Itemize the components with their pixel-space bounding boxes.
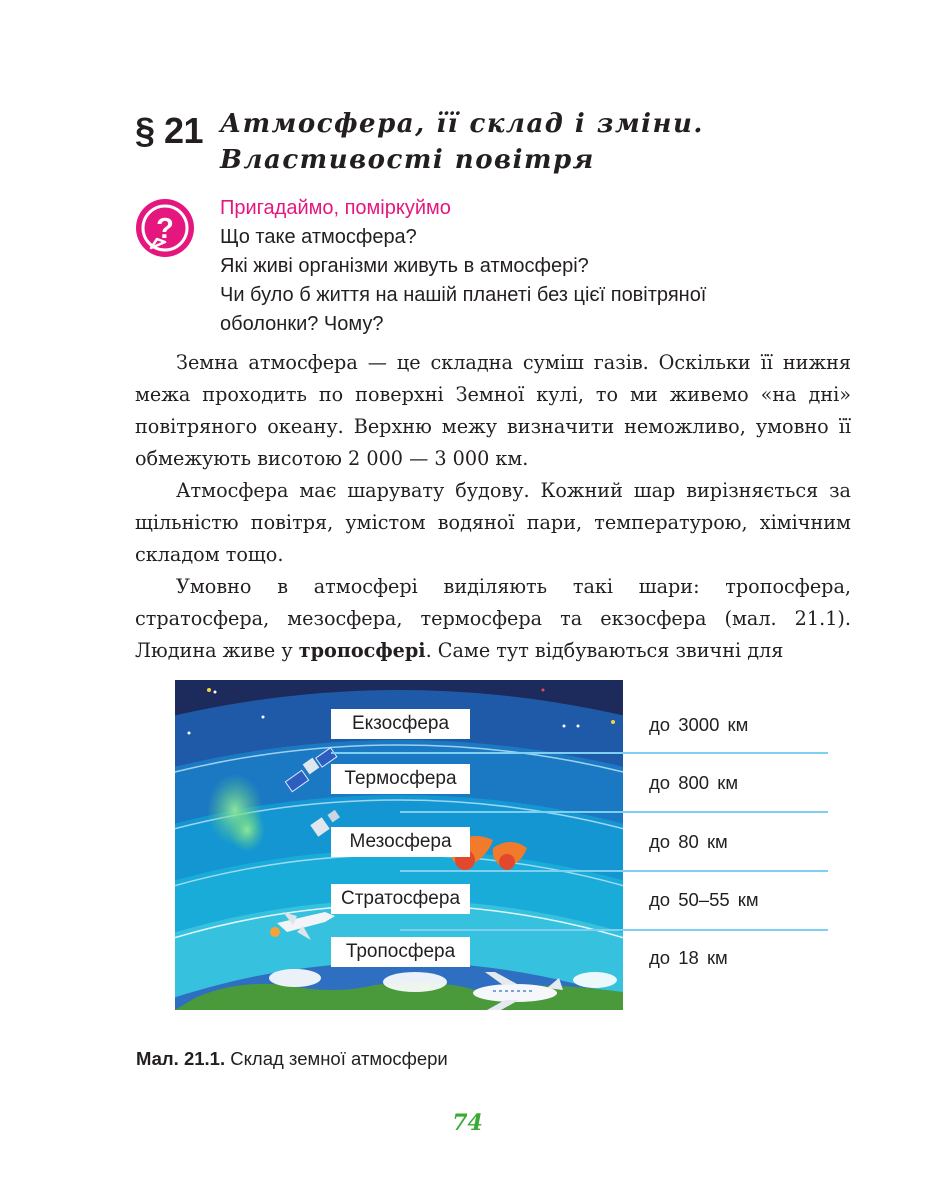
page-number: 74 <box>452 1110 483 1136</box>
altitude-exosphere: до 3000 км <box>649 714 749 735</box>
star <box>611 720 615 724</box>
paragraph-3 <box>135 571 851 667</box>
recall-question-1: Що таке атмосфера? <box>220 226 417 248</box>
star <box>577 725 580 728</box>
recall-question-3-line-1: Чи було б життя на нашій планеті без цієї повітряної <box>220 284 707 306</box>
layer-label-thermosphere: Термосфера <box>331 764 470 794</box>
paragraph-3-term: тропосфері <box>298 639 426 662</box>
star <box>262 716 265 719</box>
figure-caption <box>136 1048 448 1070</box>
leader-line-thermosphere <box>400 811 828 813</box>
star <box>542 689 545 692</box>
section-title-line-1: Атмосфера, її склад і зміни. <box>220 109 704 139</box>
star <box>563 725 566 728</box>
recall-heading: Пригадаймо, поміркуймо <box>220 197 451 219</box>
figure-caption-label: Мал. 21.1. <box>136 1048 226 1069</box>
layer-label-troposphere: Тропосфера <box>331 937 470 967</box>
section-number: § 21 <box>135 110 204 151</box>
layer-label-stratosphere: Стратосфера <box>331 884 470 914</box>
section-title <box>220 106 860 178</box>
star <box>207 688 211 692</box>
paragraph-3-end: . Саме тут відбуваються звичні для <box>425 639 784 662</box>
leader-line-mesosphere <box>400 870 828 872</box>
layer-label-mesosphere: Мезосфера <box>331 827 470 857</box>
recall-block <box>220 194 840 339</box>
recall-question-2: Які живі організми живуть в атмосфері? <box>220 255 589 277</box>
leader-line-exosphere <box>331 752 828 754</box>
paragraph-3-start: Умовно в атмосфері виділяють такі шари: тропосфера, стратосфера, мезосфера, термосфера та екзосфера (мал. 21.1). Людина живе у <box>135 575 851 662</box>
svg-text:?: ? <box>156 213 174 245</box>
paragraph-1: Земна атмосфера — це складна суміш газів. Оскільки її нижня межа проходить по поверхні Земної кулі, то ми живемо «на дні» повітряного океану. Верхню межу визначити неможливо, умовно її обмежують висотою 2 000 — 3 000 км. <box>135 351 851 470</box>
recall-question-3-line-2: оболонки? Чому? <box>220 313 384 335</box>
question-badge-icon <box>135 198 195 258</box>
layer-label-exosphere: Екзосфера <box>331 709 470 739</box>
figure-caption-text: Склад земної атмосфери <box>225 1048 448 1069</box>
star <box>214 691 217 694</box>
altitude-stratosphere: до 50–55 км <box>649 889 759 910</box>
paragraph-2: Атмосфера має шарувату будову. Кожний шар вирізняється за щільністю повітря, умістом водяної пари, температурою, хімічним складом тощо. <box>135 479 851 566</box>
altitude-thermosphere: до 800 км <box>649 772 739 793</box>
altitude-troposphere: до 18 км <box>649 947 728 968</box>
leader-line-stratosphere <box>400 929 828 931</box>
main-text <box>135 347 851 667</box>
star <box>188 732 191 735</box>
altitude-mesosphere: до 80 км <box>649 831 728 852</box>
section-title-line-2: Властивості повітря <box>220 145 595 175</box>
